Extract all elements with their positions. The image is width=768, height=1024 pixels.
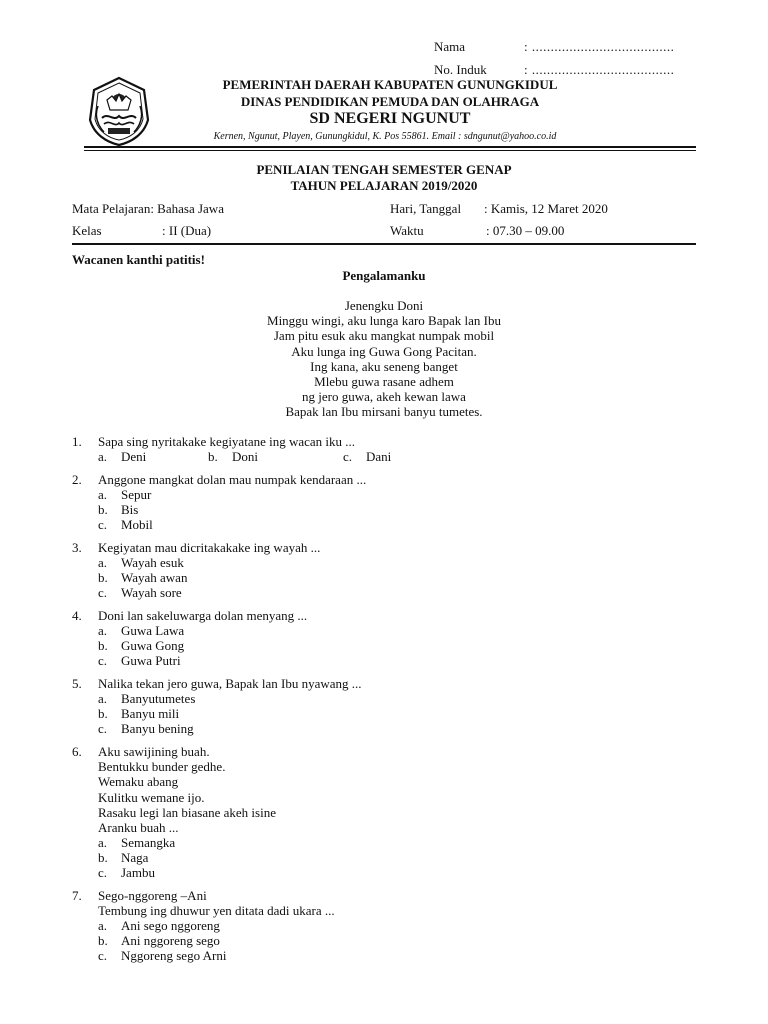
day-value: : Kamis, 12 Maret 2020	[484, 201, 608, 216]
instruction: Wacanen kanthi patitis!	[72, 252, 205, 267]
option-text[interactable]: Wayah awan	[121, 570, 188, 585]
option-letter[interactable]: b.	[98, 502, 108, 517]
question-text: Aranku buah ...	[98, 820, 179, 835]
question-text: Doni lan sakeluwarga dolan menyang ...	[98, 608, 308, 623]
school-name: SD NEGERI NGUNUT	[309, 110, 471, 127]
story-title: Pengalamanku	[342, 268, 426, 283]
question-text: Rasaku legi lan biasane akeh isine	[98, 805, 276, 820]
question-text: Wemaku abang	[98, 774, 179, 789]
option-text[interactable]: Banyu mili	[121, 706, 180, 721]
option-letter[interactable]: c.	[98, 948, 108, 963]
school-address: Kernen, Ngunut, Playen, Gunungkidul, K. Pos 55861. Email : sdngunut@yahoo.co.id	[213, 131, 557, 142]
option-letter[interactable]: b.	[98, 933, 108, 948]
story-line: Jam pitu esuk aku mangkat numpak mobil	[273, 328, 495, 343]
exam-year: TAHUN PELAJARAN 2019/2020	[290, 178, 478, 193]
option-text[interactable]: Bis	[121, 502, 139, 517]
question-number: 3.	[72, 540, 82, 555]
question-text: Kulitku wemane ijo.	[98, 790, 205, 805]
class-label: Kelas	[72, 223, 102, 238]
option-text[interactable]: Ani sego nggoreng	[121, 918, 220, 933]
option-text[interactable]: Doni	[232, 449, 258, 464]
option-text[interactable]: Dani	[366, 449, 392, 464]
exam-title: PENILAIAN TENGAH SEMESTER GENAP	[256, 162, 512, 177]
option-text[interactable]: Banyutumetes	[121, 691, 196, 706]
option-text[interactable]: Naga	[121, 850, 149, 865]
header-divider-thick	[84, 146, 696, 148]
option-letter[interactable]: c.	[98, 865, 108, 880]
option-letter[interactable]: b.	[98, 706, 108, 721]
question-text: Anggone mangkat dolan mau numpak kendaraan ...	[98, 472, 367, 487]
option-text[interactable]: Sepur	[121, 487, 152, 502]
option-letter[interactable]: b.	[208, 449, 218, 464]
option-text[interactable]: Banyu bening	[121, 721, 194, 736]
question-number: 5.	[72, 676, 82, 691]
time-label: Waktu	[390, 223, 424, 238]
question-number: 1.	[72, 434, 82, 449]
story-line: Jenengku Doni	[344, 298, 424, 313]
option-text[interactable]: Guwa Putri	[121, 653, 181, 668]
option-letter[interactable]: a.	[98, 623, 108, 638]
question-text: Bentukku bunder gedhe.	[98, 759, 226, 774]
question-number: 2.	[72, 472, 82, 487]
story-line: Ing kana, aku seneng banget	[310, 359, 458, 374]
option-letter[interactable]: c.	[98, 721, 108, 736]
option-letter[interactable]: a.	[98, 555, 108, 570]
option-letter[interactable]: a.	[98, 691, 108, 706]
name-field[interactable]: : ......................................	[524, 39, 675, 54]
option-text[interactable]: Nggoreng sego Arni	[121, 948, 227, 963]
question-number: 6.	[72, 744, 82, 759]
option-letter[interactable]: a.	[98, 918, 108, 933]
info-divider	[72, 243, 696, 245]
option-text[interactable]: Semangka	[121, 835, 176, 850]
option-letter[interactable]: c.	[98, 517, 108, 532]
student-id-label: No. Induk	[434, 62, 487, 77]
question-number: 7.	[72, 888, 82, 903]
option-letter[interactable]: a.	[98, 449, 108, 464]
question-text: Tembung ing dhuwur yen ditata dadi ukara ...	[98, 903, 335, 918]
story-line: Bapak lan Ibu mirsani banyu tumetes.	[285, 404, 483, 419]
option-letter[interactable]: c.	[98, 653, 108, 668]
question-text: Sapa sing nyritakake kegiyatane ing wacan iku ...	[98, 434, 356, 449]
option-text[interactable]: Guwa Gong	[121, 638, 185, 653]
story-line: Aku lunga ing Guwa Gong Pacitan.	[291, 344, 477, 359]
option-text[interactable]: Ani nggoreng sego	[121, 933, 220, 948]
option-letter[interactable]: b.	[98, 570, 108, 585]
header-divider-thin	[84, 150, 696, 151]
day-label: Hari, Tanggal	[390, 201, 462, 216]
question-number: 4.	[72, 608, 82, 623]
question-text: Aku sawijining buah.	[98, 744, 210, 759]
option-text[interactable]: Wayah esuk	[121, 555, 184, 570]
option-text[interactable]: Mobil	[121, 517, 153, 532]
option-letter[interactable]: c.	[343, 449, 353, 464]
name-label: Nama	[434, 39, 466, 54]
story-line: ng jero guwa, akeh kewan lawa	[302, 389, 466, 404]
option-letter[interactable]: c.	[98, 585, 108, 600]
class-value: : II (Dua)	[162, 223, 212, 238]
option-letter[interactable]: b.	[98, 850, 108, 865]
option-text[interactable]: Deni	[121, 449, 147, 464]
department-name: DINAS PENDIDIKAN PEMUDA DAN OLAHRAGA	[240, 94, 540, 109]
option-text[interactable]: Wayah sore	[121, 585, 182, 600]
option-text[interactable]: Jambu	[121, 865, 155, 880]
regency-emblem-icon	[88, 76, 150, 146]
question-text: Kegiyatan mau dicritakakake ing wayah ...	[98, 540, 321, 555]
question-text: Nalika tekan jero guwa, Bapak lan Ibu nyawang ...	[98, 676, 362, 691]
option-letter[interactable]: a.	[98, 835, 108, 850]
time-value: : 07.30 – 09.00	[486, 223, 565, 238]
option-letter[interactable]: b.	[98, 638, 108, 653]
option-text[interactable]: Guwa Lawa	[121, 623, 185, 638]
story-line: Minggu wingi, aku lunga karo Bapak lan Ibu	[267, 313, 501, 328]
option-letter[interactable]: a.	[98, 487, 108, 502]
subject-label: Mata Pelajaran: Bahasa Jawa	[72, 201, 224, 216]
question-text: Sego-nggoreng –Ani	[98, 888, 207, 903]
student-id-field[interactable]: : ......................................	[524, 62, 675, 77]
story-line: Mlebu guwa rasane adhem	[314, 374, 454, 389]
government-name: PEMERINTAH DAERAH KABUPATEN GUNUNGKIDUL	[222, 77, 558, 92]
